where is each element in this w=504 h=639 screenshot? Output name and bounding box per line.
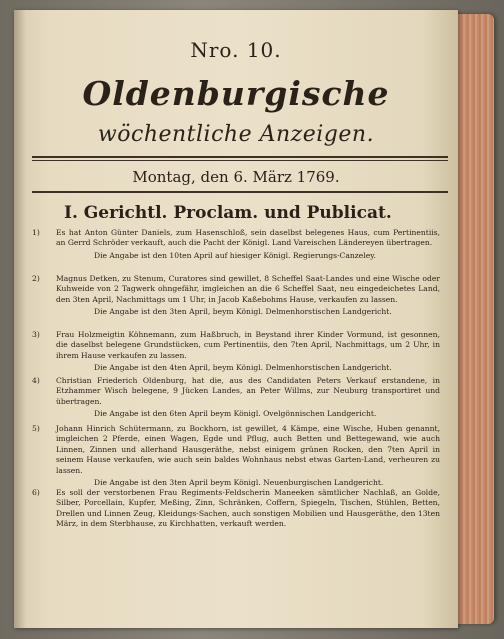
entry-text: Johann Hinrich Schütermann, zu Bockhorn, ist gewillet, 4 Kämpe, eine Wische, Huben genannt, imgleichen 2 Pferde, einen Wagen, Egde und Pflug, auch Betten und Bettegewand, wie auch Linnen, Zinnen und allerhand Hausgeräthe, nebst einigem grünen Rocken, den 7ten April in seinem Hause verkaufen, wie auch sein baldes Wohnhaus nebst etwas Garten-Land, verheuren zu lassen. xyxy=(56,424,440,475)
entry-text: Es hat Anton Günter Daniels, zum Hasenschloß, sein daselbst belegenes Haus, cum Pertinentiis, an Gerrd Schröder verkauft, auch die Pacht der Königl. Land Vareischen Ländereyen übertragen. xyxy=(56,228,440,248)
entry-note: Die Angabe ist den 3ten April, beym Königl. Delmenhorstischen Landgericht. xyxy=(94,307,392,317)
masthead-title: Oldenburgische xyxy=(82,74,390,113)
entry-note: Die Angabe ist den 10ten April auf hiesiger Königl. Regierungs-Canzeley. xyxy=(94,250,376,260)
section-heading: I. Gerichtl. Proclam. und Publicat. xyxy=(64,203,392,223)
announcement-entry xyxy=(32,424,440,488)
entry-text: Christian Friederich Oldenburg, hat die, aus des Candidaten Peters Verkauf erstandene, in Etzhammer Wisch belegene, 9 Jücken Landes, an Peter Willms, zur Neuburg transportiret und übertragen. xyxy=(56,376,440,406)
announcement-entry xyxy=(32,228,440,261)
header-rule-top xyxy=(32,156,448,158)
entry-number: 6) xyxy=(32,488,40,497)
dateline-rule xyxy=(32,191,448,193)
issue-number: Nro. 10. xyxy=(190,38,282,62)
announcement-entry xyxy=(32,376,440,420)
header-rule-top-thin xyxy=(32,160,448,161)
entry-number: 2) xyxy=(32,274,40,283)
announcement-entry xyxy=(32,274,440,318)
entry-text: Es soll der verstorbenen Frau Regiments-Feldscherin Maneeken sämtlicher Nachlaß, an Golde, Silber, Porcellain, Kupfer, Meßing, Zinn, Schränken, Coffern, Spiegeln, Tischen, Stühlen, Betten, Drellen und Linnen Zeug, Kleidungs-Sachen, auch sonstigen Mobilien und Hausgeräthe, den 13ten März, in dem Sterbhause, zu Kirchhatten, verkauft werden. xyxy=(56,488,440,529)
entry-note: Die Angabe ist den 3ten April beym Königl. Neuenburgischen Landgericht. xyxy=(94,478,384,488)
entry-note: Die Angabe ist den 6ten April beym Königl. Ovelgönnischen Landgericht. xyxy=(94,409,377,419)
entry-number: 1) xyxy=(32,228,40,237)
masthead-subtitle: wöchentliche Anzeigen. xyxy=(97,122,375,147)
announcement-entry xyxy=(32,330,440,374)
book-page-edges xyxy=(454,14,494,624)
entry-number: 3) xyxy=(32,330,40,339)
entry-text: Frau Holzmeigtin Köhnemann, zum Haßbruch, in Beystand ihrer Kinder Vormund, ist gesonnen, die daselbst belegene Grundstücken, cum Pertinentiis, den 7ten April, Nachmittags, um 2 Uhr, in ihrem Hause verkaufen zu lassen. xyxy=(56,330,440,360)
entry-text: Magnus Detken, zu Stenum, Curatores sind gewillet, 8 Scheffel Saat-Landes und eine Wische oder Kuhweide von 2 Tagwerk ohngefähr, imgleichen an die 6 Scheffel Saat, neu eingedeichetes Land, den 3ten April, Nachmittags um 1 Uhr, in Jacob Kaßebohms Hause, verkaufen zu lassen. xyxy=(56,274,440,304)
entry-note: Die Angabe ist den 4ten April, beym Königl. Delmenhorstischen Landgericht. xyxy=(94,363,392,373)
entry-number: 5) xyxy=(32,424,40,433)
announcement-entry xyxy=(32,488,440,532)
newspaper-page xyxy=(14,10,458,628)
entry-number: 4) xyxy=(32,376,40,385)
dateline: Montag, den 6. März 1769. xyxy=(132,168,340,186)
